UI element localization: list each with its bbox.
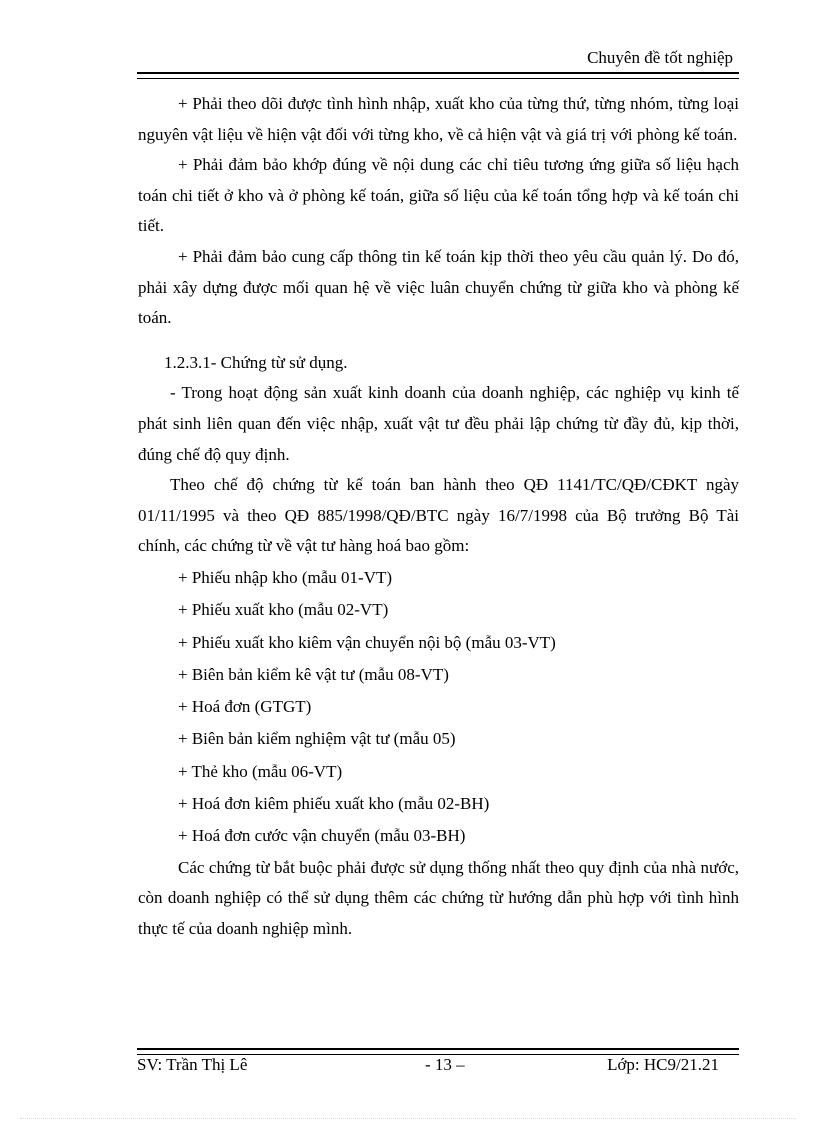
paragraph-regulation: Theo chế độ chứng từ kế toán ban hành theo QĐ 1141/TC/QĐ/CĐKT ngày 01/11/1995 và theo QĐ 885/1998/QĐ/BTC ngày 16/7/1998 của Bộ trưởng Bộ Tài chính, các chứng từ về vật tư hàng hoá bao gồm: <box>138 475 739 556</box>
footer-class-code: Lớp: HC9/21.21 <box>607 1055 719 1074</box>
list-item: + Phiếu nhập kho (mẫu 01-VT) <box>178 567 393 587</box>
document-list <box>138 562 739 853</box>
paragraph-tracking: + Phải theo dõi được tình hình nhập, xuất kho của từng thứ, từng nhóm, từng loại nguyên vật liệu về hiện vật đối với từng kho, về cả hiện vật và giá trị với phòng kế toán. <box>138 94 739 144</box>
header-title: Chuyên đề tốt nghiệp <box>587 48 733 67</box>
list-item: + Hoá đơn (GTGT) <box>178 697 312 717</box>
paragraph-closing: Các chứng từ bắt buộc phải được sử dụng thống nhất theo quy định của nhà nước, còn doanh nghiệp có thể sử dụng thêm các chứng từ hướng dẫn phù hợp với tình hình thực tế của doanh nghiệp mình. <box>138 857 739 938</box>
section-heading: 1.2.3.1- Chứng từ sử dụng. <box>164 352 348 372</box>
list-item: + Biên bản kiểm nghiệm vật tư (mẫu 05) <box>178 729 456 749</box>
page-bottom-divider <box>20 1118 796 1119</box>
footer-rule <box>137 1048 739 1055</box>
list-item: + Phiếu xuất kho kiêm vận chuyển nội bộ (mẫu 03-VT) <box>178 632 556 652</box>
list-item: + Biên bản kiểm kê vật tư (mẫu 08-VT) <box>178 664 449 684</box>
header-rule <box>137 72 739 79</box>
footer-student: SV: Trần Thị Lê <box>137 1055 248 1074</box>
list-item: + Hoá đơn kiêm phiếu xuất kho (mẫu 02-BH) <box>178 793 490 813</box>
list-item: + Hoá đơn cước vận chuyển (mẫu 03-BH) <box>178 826 466 846</box>
page-footer <box>137 1055 739 1079</box>
footer-page-number: - 13 – <box>425 1055 465 1074</box>
page-content <box>138 89 739 944</box>
paragraph-intro: - Trong hoạt động sản xuất kinh doanh của doanh nghiệp, các nghiệp vụ kinh tế phát sinh liên quan đến việc nhập, xuất vật tư đều phải lập chứng từ đầy đủ, kịp thời, đúng chế độ quy định. <box>138 383 739 464</box>
paragraph-matching: + Phải đảm bảo khớp đúng về nội dung các chỉ tiêu tương ứng giữa số liệu hạch toán chi tiết ở kho và ở phòng kế toán, giữa số liệu của kế toán tổng hợp và kế toán chi tiết. <box>138 155 739 236</box>
paragraph-timely-info: + Phải đảm bảo cung cấp thông tin kế toán kịp thời theo yêu cầu quản lý. Do đó, phải xây dựng được mối quan hệ về việc luân chuyển chứng từ giữa kho và phòng kế toán. <box>138 246 739 328</box>
list-item: + Phiếu xuất kho (mẫu 02-VT) <box>178 600 389 620</box>
list-item: + Thẻ kho (mẫu 06-VT) <box>178 761 343 781</box>
page-header <box>137 46 739 68</box>
